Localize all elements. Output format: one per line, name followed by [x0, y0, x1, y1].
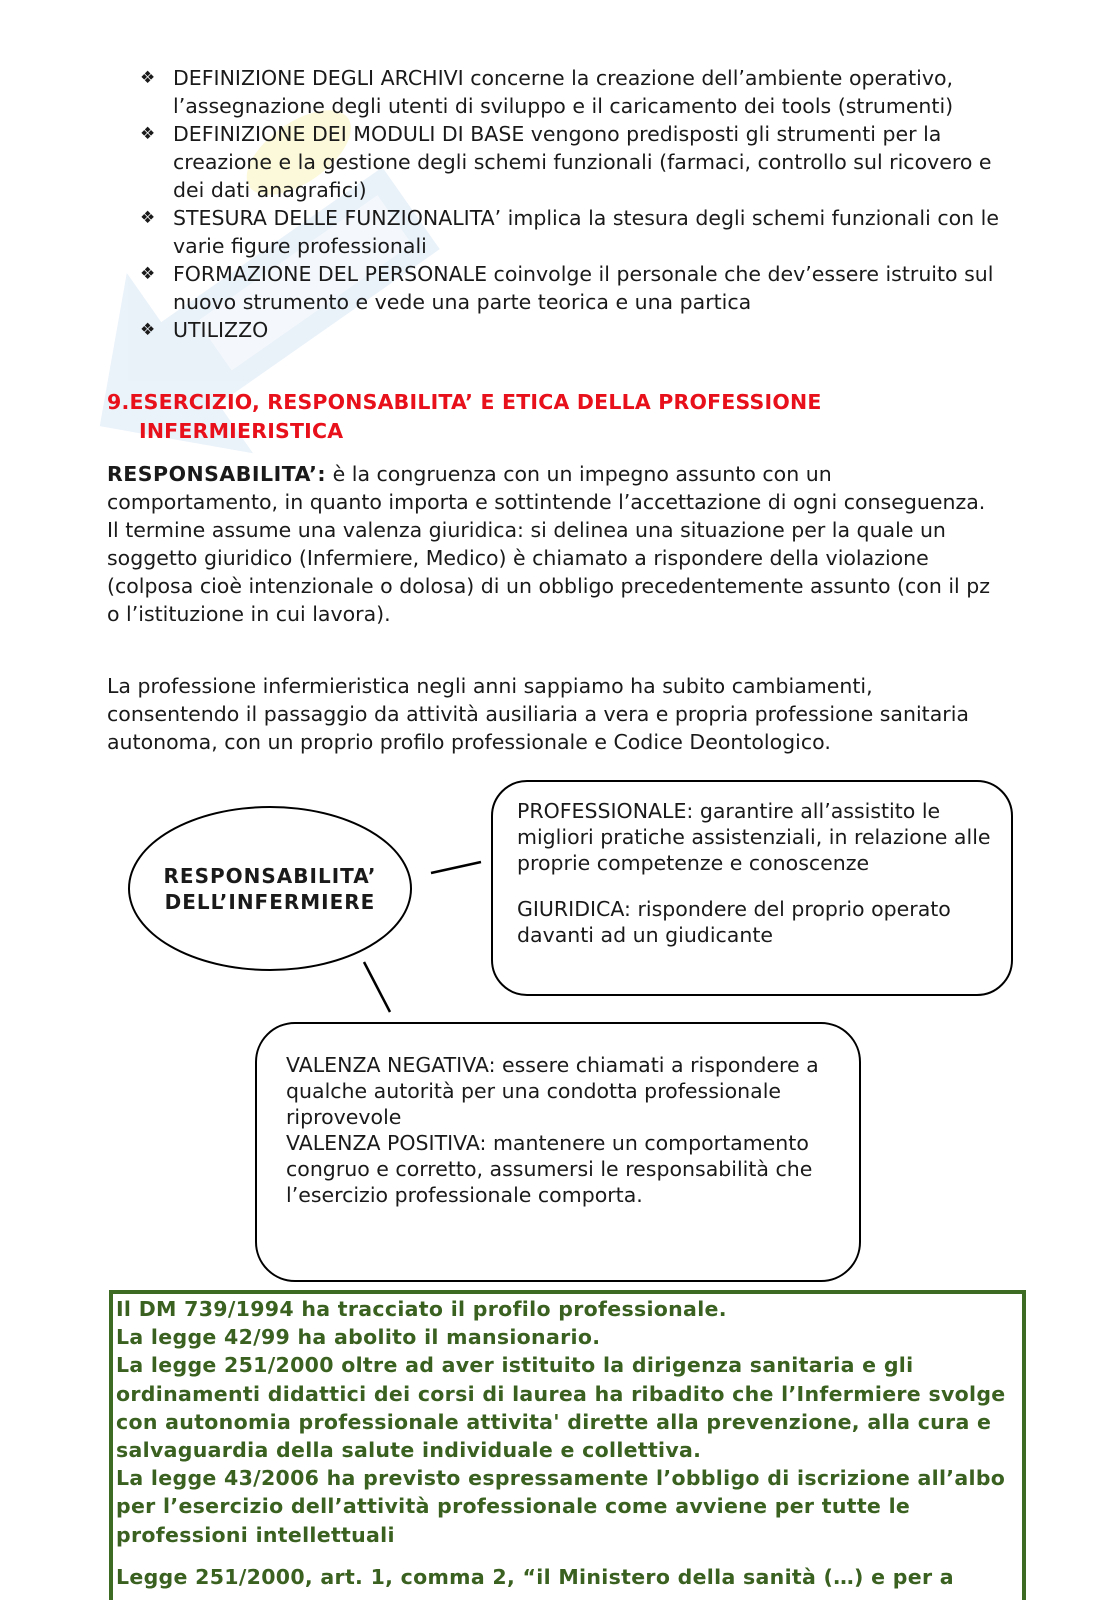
law-item: La legge 42/99 ha abolito il mansionario.	[116, 1325, 601, 1350]
bullet-icon: ❖	[140, 208, 156, 228]
bullet-icon: ❖	[140, 320, 156, 340]
profession-paragraph: La professione infermieristica negli anni sappiamo ha subito cambiamenti, consentendo il passaggio da attività ausiliaria a vera e propria professione sanitaria autonoma, con un proprio profilo professionale e Codice Deontologico.	[107, 674, 969, 754]
valence-callout	[255, 1022, 861, 1282]
list-item: ❖ DEFINIZIONE DEGLI ARCHIVI concerne la creazione dell’ambiente operativo, l’assegnazione degli utenti di sviluppo e il caricamento dei tools (strumenti)	[140, 66, 954, 118]
callout-professionale: PROFESSIONALE: garantire all’assistito le migliori pratiche assistenziali, in relazione alle proprie competenze e conoscenze	[517, 799, 991, 875]
list-item: ❖ DEFINIZIONE DEI MODULI DI BASE vengono predisposti gli strumenti per la creazione e la gestione degli schemi funzionali (farmaci, controllo sul ricovero e dei dati anagrafici)	[140, 122, 992, 202]
law-item: Il DM 739/1994 ha tracciato il profilo professionale.	[116, 1297, 727, 1321]
list-item: ❖ FORMAZIONE DEL PERSONALE coinvolge il personale che dev’essere istruito sul nuovo strumento e vede una parte teorica e una partica	[140, 262, 994, 314]
responsibility-ellipse	[128, 806, 412, 971]
list-item: ❖ UTILIZZO	[140, 318, 269, 342]
section-heading-line1: 9.ESERCIZIO, RESPONSABILITA’ E ETICA DELLA PROFESSIONE	[107, 390, 822, 414]
callout-valenza-positiva: VALENZA POSITIVA: mantenere un comportamento congruo e corretto, assumersi le responsabilità che l’esercizio professionale comporta.	[286, 1131, 813, 1207]
law-item-cut-off: Legge 251/2000, art. 1, comma 2, “il Ministero della sanità (…) e per a	[116, 1564, 954, 1589]
definition-text: è la congruenza con un impegno assunto con un comportamento, in quanto importa e sottintende l’accettazione di ogni conseguenza.	[107, 462, 986, 514]
bullet-icon: ❖	[140, 124, 156, 144]
laws-box	[109, 1290, 1026, 1600]
definition-term: RESPONSABILITA’:	[107, 462, 327, 486]
law-item: La legge 43/2006 ha previsto espressamente l’obbligo di iscrizione all’albo per l’esercizio dell’attività professionale come avviene per tutte le professioni intellettuali	[116, 1466, 1006, 1547]
bullet-icon: ❖	[140, 68, 156, 88]
bullet-list	[140, 64, 1020, 344]
connector-line-top	[431, 862, 481, 873]
list-item: ❖ STESURA DELLE FUNZIONALITA’ implica la stesura degli schemi funzionali con le varie figure professionali	[140, 206, 999, 258]
law-item: La legge 251/2000 oltre ad aver istituito la dirigenza sanitaria e gli ordinamenti didattici dei corsi di laurea ha ribadito che l’Infermiere svolge con autonomia professionale attivita' dirette alla prevenzione, alla cura e salvaguardia della salute individuale e collettiva.	[116, 1353, 1006, 1463]
connector-line-bottom	[364, 962, 390, 1012]
ellipse-label: RESPONSABILITA’ DELL’INFERMIERE	[163, 863, 377, 914]
callout-giuridica: GIURIDICA: rispondere del proprio operato davanti ad un giudicante	[517, 897, 951, 947]
bullet-icon: ❖	[140, 264, 156, 284]
definition-paragraph	[107, 460, 1007, 628]
professional-legal-callout	[491, 780, 1013, 996]
legal-definition-text: Il termine assume una valenza giuridica: si delinea una situazione per la quale un soggetto giuridico (Infermiere, Medico) è chiamato a rispondere della violazione (colposa cioè intenzionale o dolosa) di un obbligo precedentemente assunto (con il pz o l’istituzione in cui lavora).	[107, 518, 991, 626]
section-heading-line2: INFERMIERISTICA	[139, 419, 344, 443]
section-heading	[107, 388, 1007, 446]
callout-valenza-negativa: VALENZA NEGATIVA: essere chiamati a rispondere a qualche autorità per una condotta professionale riprovevole	[286, 1053, 819, 1129]
